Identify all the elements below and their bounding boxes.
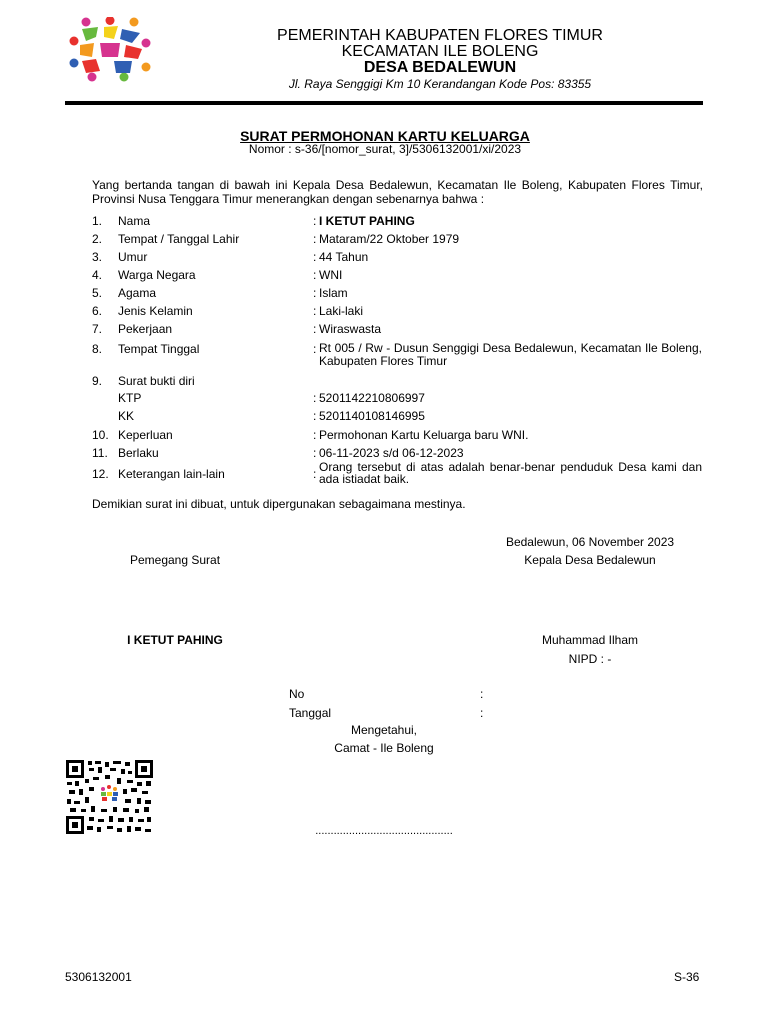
colon: : xyxy=(313,286,317,300)
row-number: 3. xyxy=(92,250,103,264)
header-village: DESA BEDALEWUN xyxy=(363,59,517,76)
colon: : xyxy=(313,232,317,246)
qr-code xyxy=(65,759,154,835)
field-label-citizenship: Warga Negara xyxy=(118,268,196,282)
field-label-birth: Tempat / Tanggal Lahir xyxy=(118,232,240,246)
colon: : xyxy=(313,304,317,318)
letter-number: Nomor : s-36/[nomor_surat, 3]/5306132001/xi/2023 xyxy=(248,142,522,156)
footer-village-code: 5306132001 xyxy=(65,970,132,984)
closing-statement: Demikian surat ini dibuat, untuk dipergunakan sebagaimana mestinya. xyxy=(92,497,466,511)
intro-paragraph: Yang bertanda tangan di bawah ini Kepala Desa Bedalewun, Kecamatan Ile Boleng, Kabupaten Flores Timur, Provinsi Nusa Tenggara Timur menerangkan dengan sebenarnya bahwa : xyxy=(92,178,703,206)
field-label-gender: Jenis Kelamin xyxy=(118,304,193,318)
field-label-id-documents: Surat bukti diri xyxy=(118,374,195,388)
field-value-residence: Rt 005 / Rw - Dusun Senggigi Desa Bedalewun, Kecamatan Ile Boleng, Kabupaten Flores Timur xyxy=(319,341,702,368)
header-government: PEMERINTAH KABUPATEN FLORES TIMUR xyxy=(277,27,603,44)
field-label-age: Umur xyxy=(118,250,148,264)
field-label-religion: Agama xyxy=(118,286,157,300)
camat-date-label: Tanggal xyxy=(289,706,332,720)
camat-signature-dots: ............................................. xyxy=(315,825,453,837)
head-nipd: NIPD : - xyxy=(568,652,612,666)
field-label-residence: Tempat Tinggal xyxy=(118,342,200,356)
field-label-remarks: Keterangan lain-lain xyxy=(118,467,225,481)
row-number: 5. xyxy=(92,286,103,300)
field-value-kk: 5201140108146995 xyxy=(319,409,425,423)
village-logo xyxy=(68,17,152,83)
letter-title: SURAT PERMOHONAN KARTU KELUARGA xyxy=(240,128,530,144)
place-date: Bedalewun, 06 November 2023 xyxy=(505,535,675,549)
colon: : xyxy=(313,409,317,423)
field-value-ktp: 5201142210806997 xyxy=(319,391,425,405)
field-label-validity: Berlaku xyxy=(118,446,159,460)
field-value-citizenship: WNI xyxy=(319,268,343,282)
head-name: Muhammad Ilham xyxy=(541,633,639,647)
field-value-gender: Laki-laki xyxy=(319,304,364,318)
colon: : xyxy=(313,391,317,405)
field-label-purpose: Keperluan xyxy=(118,428,173,442)
field-label-occupation: Pekerjaan xyxy=(118,322,173,336)
row-number: 11. xyxy=(92,446,108,460)
field-value-validity: 06-11-2023 s/d 06-12-2023 xyxy=(319,446,464,460)
row-number: 12. xyxy=(92,467,109,481)
row-number: 8. xyxy=(92,342,103,356)
row-number: 9. xyxy=(92,374,103,388)
camat-no-label: No xyxy=(289,687,305,701)
footer-letter-code: S-36 xyxy=(674,970,700,984)
row-number: 2. xyxy=(92,232,103,246)
colon: : xyxy=(313,467,317,481)
row-number: 4. xyxy=(92,268,103,282)
field-value-purpose: Permohonan Kartu Keluarga baru WNI. xyxy=(319,428,529,442)
camat-title: Camat - Ile Boleng xyxy=(334,741,434,755)
head-label: Kepala Desa Bedalewun xyxy=(524,553,656,567)
field-label-ktp: KTP xyxy=(118,391,142,405)
field-label-nama: Nama xyxy=(118,214,151,228)
row-number: 1. xyxy=(92,214,103,228)
header-address: Jl. Raya Senggigi Km 10 Kerandangan Kode Pos: 83355 xyxy=(288,77,592,91)
header-divider xyxy=(65,101,703,105)
colon: : xyxy=(313,322,317,336)
colon: : xyxy=(313,446,317,460)
colon: : xyxy=(313,250,317,264)
field-label-kk: KK xyxy=(118,409,135,423)
row-number: 6. xyxy=(92,304,103,318)
field-value-religion: Islam xyxy=(319,286,348,300)
colon: : xyxy=(313,428,317,442)
colon: : xyxy=(313,342,317,356)
header-district: KECAMATAN ILE BOLENG xyxy=(341,43,539,60)
camat-date-colon: : xyxy=(480,706,484,720)
field-value-birth: Mataram/22 Oktober 1979 xyxy=(319,232,460,246)
row-number: 7. xyxy=(92,322,103,336)
field-value-nama: I KETUT PAHING xyxy=(319,214,415,228)
holder-label: Pemegang Surat xyxy=(129,553,221,567)
colon: : xyxy=(313,214,317,228)
colon: : xyxy=(313,268,317,282)
camat-acknowledged: Mengetahui, xyxy=(350,723,418,737)
holder-name: I KETUT PAHING xyxy=(127,633,223,647)
field-value-remarks: Orang tersebut di atas adalah benar-benar penduduk Desa kami dan ada istiadat baik. xyxy=(319,460,702,486)
field-value-age: 44 Tahun xyxy=(319,250,369,264)
camat-no-colon: : xyxy=(480,687,484,701)
row-number: 10. xyxy=(92,428,109,442)
field-value-occupation: Wiraswasta xyxy=(319,322,382,336)
